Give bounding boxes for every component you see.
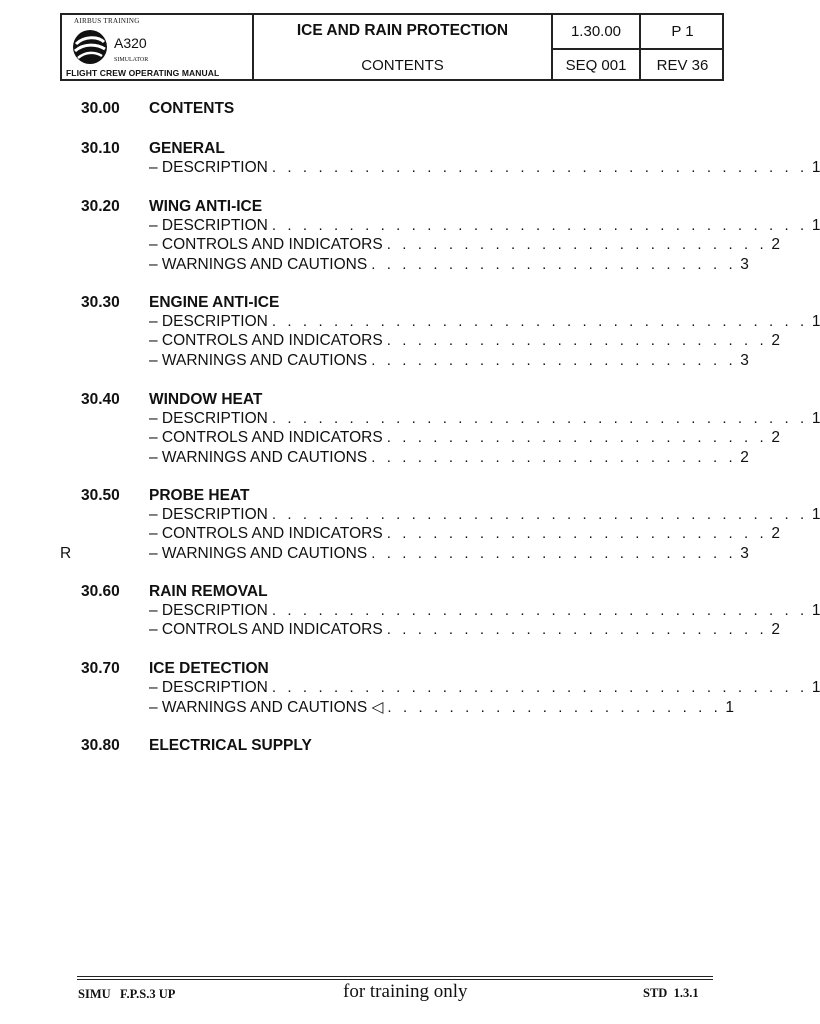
toc-dot-leader: . . . . . . . . . . . . . . . . . . . . . . . . . (386, 621, 768, 639)
toc-entry-label: – DESCRIPTION (149, 313, 268, 331)
toc-page-number: 1 (811, 313, 820, 331)
toc-entry-label: – DESCRIPTION (149, 602, 268, 620)
toc-entry (149, 351, 749, 371)
toc-entry (149, 313, 820, 332)
toc-dot-leader: . . . . . . . . . . . . . . . . . . . . . . . . . (386, 429, 768, 447)
sequence-number: SEQ 001 (565, 57, 627, 74)
toc-page-number: 1 (811, 602, 820, 620)
footer-simulator-ref: SIMU F.P.S.3 UP (78, 987, 176, 1001)
section-number: 30.40 (81, 391, 120, 408)
page-subtitle: CONTENTS (361, 57, 444, 74)
toc-entry (149, 525, 780, 544)
section-number: 30.50 (81, 487, 120, 504)
toc-entry-label: – CONTROLS AND INDICATORS (149, 236, 383, 254)
toc-entry (149, 332, 780, 351)
toc-dot-leader: . . . . . . . . . . . . . . . . . . . . . . . . . . . . . . . . . . . (271, 159, 808, 177)
toc-dot-leader: . . . . . . . . . . . . . . . . . . . . . . . . . (386, 236, 768, 254)
toc-entry-label: – DESCRIPTION (149, 159, 268, 177)
toc-page-number: 2 (771, 332, 780, 350)
toc-page-number: 3 (740, 544, 749, 562)
section-title: GENERAL (149, 140, 225, 157)
toc-entry-label: – DESCRIPTION (149, 217, 268, 235)
toc-page-number: 1 (811, 159, 820, 177)
toc-entry-label: – WARNINGS AND CAUTIONS (149, 255, 368, 273)
toc-dot-leader: . . . . . . . . . . . . . . . . . . . . . . . . . . . . . . . . . . . (271, 313, 808, 331)
simulator-label: SIMULATOR (114, 57, 149, 63)
section-number: 30.20 (81, 198, 120, 215)
toc-entry (149, 429, 780, 448)
header-divider (551, 48, 722, 50)
toc-page-number: 2 (771, 236, 780, 254)
toc-dot-leader: . . . . . . . . . . . . . . . . . . . . . . . . . (386, 525, 768, 543)
logo-training-text: AIRBUS TRAINING (74, 17, 140, 25)
section-number: 30.70 (81, 660, 120, 677)
toc-entry (149, 621, 780, 640)
section-title: CONTENTS (149, 100, 235, 117)
logo-block (62, 15, 252, 79)
toc-entry (149, 159, 820, 178)
toc-page-number: 2 (740, 448, 749, 466)
toc-entry (149, 602, 820, 621)
toc-entry (149, 448, 749, 468)
toc-entry-label: – CONTROLS AND INDICATORS (149, 332, 383, 350)
section-title: WINDOW HEAT (149, 391, 263, 408)
toc-entry (149, 679, 820, 698)
page-header (60, 13, 724, 81)
section-number: 30.80 (81, 737, 120, 754)
section-number: 30.60 (81, 583, 120, 600)
airbus-swirl-icon (70, 27, 110, 67)
toc-page-number: 2 (771, 525, 780, 543)
section-title: ELECTRICAL SUPPLY (149, 737, 312, 754)
section-title: PROBE HEAT (149, 487, 250, 504)
footer-rule (77, 976, 713, 977)
toc-entry (149, 217, 820, 236)
toc-dot-leader: . . . . . . . . . . . . . . . . . . . . . . . . . . . . . . . . . . . (271, 410, 808, 428)
toc-entry (149, 410, 820, 429)
toc-page-number: 1 (811, 410, 820, 428)
toc-entry-label: – WARNINGS AND CAUTIONS (149, 351, 368, 369)
footer-training-notice: for training only (343, 981, 468, 1002)
toc-entry-label: – DESCRIPTION (149, 506, 268, 524)
revision-number: REV 36 (656, 57, 709, 74)
toc-entry (149, 544, 749, 564)
section-title: ENGINE ANTI-ICE (149, 294, 280, 311)
section-title: ICE DETECTION (149, 660, 269, 677)
footer-standard-ref: STD 1.3.1 (643, 986, 699, 1000)
toc-entry-label: – WARNINGS AND CAUTIONS ◁ (149, 699, 384, 717)
toc-entry-label: – CONTROLS AND INDICATORS (149, 525, 383, 543)
chapter-title: ICE AND RAIN PROTECTION (296, 22, 509, 39)
toc-entry-label: – DESCRIPTION (149, 679, 268, 697)
toc-dot-leader: . . . . . . . . . . . . . . . . . . . . . . . . (371, 544, 737, 562)
toc-dot-leader: . . . . . . . . . . . . . . . . . . . . . . . . (371, 448, 737, 466)
toc-dot-leader: . . . . . . . . . . . . . . . . . . . . . . . . (371, 351, 737, 369)
toc-page-number: 1 (811, 679, 820, 697)
toc-page-number: 2 (771, 621, 780, 639)
toc-entry-label: – CONTROLS AND INDICATORS (149, 621, 383, 639)
manual-name: FLIGHT CREW OPERATING MANUAL (66, 68, 220, 78)
toc-page-number: 3 (740, 255, 749, 273)
toc-entry-label: – WARNINGS AND CAUTIONS (149, 448, 368, 466)
toc-dot-leader: . . . . . . . . . . . . . . . . . . . . . . . . . . . . . . . . . . . (271, 217, 808, 235)
toc-entry-label: – CONTROLS AND INDICATORS (149, 429, 383, 447)
toc-page-number: 1 (725, 699, 735, 717)
toc-entry (149, 506, 820, 525)
toc-entry (149, 698, 735, 717)
footer-rule (77, 979, 713, 980)
toc-entry-label: – DESCRIPTION (149, 410, 268, 428)
section-number: 30.00 (81, 100, 120, 117)
section-number: 30.30 (81, 294, 120, 311)
toc-page-number: 3 (740, 351, 749, 369)
toc-page-number: 1 (811, 217, 820, 235)
toc-dot-leader: . . . . . . . . . . . . . . . . . . . . . . . . (371, 255, 737, 273)
toc-dot-leader: . . . . . . . . . . . . . . . . . . . . . . . . . . . . . . . . . . . (271, 602, 808, 620)
section-title: RAIN REMOVAL (149, 583, 268, 600)
toc-dot-leader: . . . . . . . . . . . . . . . . . . . . . . . . . . . . . . . . . . . (271, 506, 808, 524)
aircraft-model: A320 (114, 35, 147, 51)
page-number: P 1 (671, 23, 694, 40)
toc-entry-label: – WARNINGS AND CAUTIONS (149, 544, 368, 562)
toc-page-number: 1 (811, 506, 820, 524)
section-title: WING ANTI-ICE (149, 198, 263, 215)
toc-page-number: 2 (771, 429, 780, 447)
toc-entry (149, 255, 749, 275)
toc-dot-leader: . . . . . . . . . . . . . . . . . . . . . . . . . . . . . . . . . . . (271, 679, 808, 697)
chapter-ref: 1.30.00 (570, 23, 622, 40)
section-number: 30.10 (81, 140, 120, 157)
toc-dot-leader: . . . . . . . . . . . . . . . . . . . . . . . . . (386, 332, 768, 350)
revision-marker: R (60, 544, 72, 562)
toc-dot-leader: . . . . . . . . . . . . . . . . . . . . . . (387, 699, 722, 717)
toc-entry (149, 236, 780, 255)
